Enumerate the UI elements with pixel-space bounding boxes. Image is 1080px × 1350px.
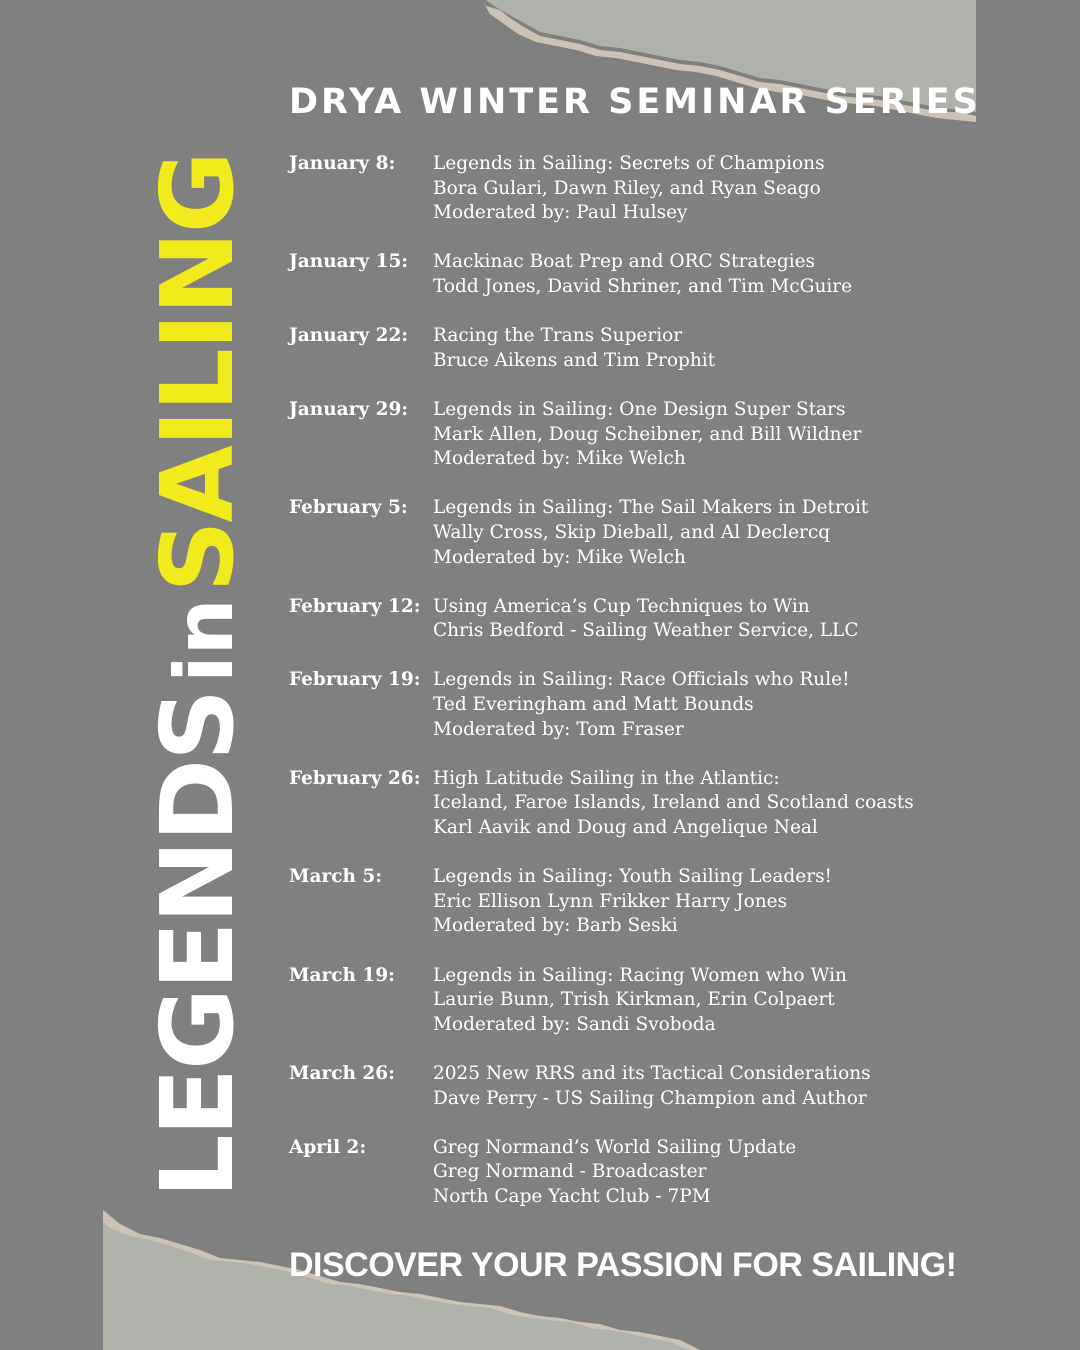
event-line: Todd Jones, David Shriner, and Tim McGuire [433, 275, 853, 297]
event-details [433, 398, 929, 472]
event-line: Mark Allen, Doug Scheibner, and Bill Wildner [433, 423, 862, 445]
event-details [433, 767, 929, 841]
vertical-title [139, 153, 256, 1198]
event-row [289, 595, 929, 644]
event-line: Moderated by: Tom Fraser [433, 718, 684, 740]
event-row [289, 152, 929, 226]
title-legends: LEGENDS [139, 690, 256, 1198]
event-line: Greg Normand’s World Sailing Update [433, 1136, 797, 1158]
event-details [433, 1062, 929, 1111]
event-line: Dave Perry - US Sailing Champion and Author [433, 1087, 867, 1109]
event-row [289, 496, 929, 570]
event-line: Moderated by: Mike Welch [433, 448, 686, 470]
event-line: Moderated by: Mike Welch [433, 546, 686, 568]
event-line: Eric Ellison Lynn Frikker Harry Jones [433, 890, 788, 912]
event-line: Iceland, Faroe Islands, Ireland and Scotland coasts [433, 792, 914, 814]
event-line: Mackinac Boat Prep and ORC Strategies [433, 251, 816, 273]
event-details [433, 865, 929, 939]
event-line: Bora Gulari, Dawn Riley, and Ryan Seago [433, 177, 821, 199]
event-details [433, 1136, 929, 1210]
title-sailing: SAILING [139, 153, 256, 593]
event-line: Laurie Bunn, Trish Kirkman, Erin Colpaert [433, 989, 835, 1011]
event-line: North Cape Yacht Club - 7PM [433, 1185, 711, 1207]
event-details [433, 668, 929, 742]
event-date: January 15: [289, 251, 409, 273]
event-details [433, 324, 929, 373]
event-line: Legends in Sailing: One Design Super Stars [433, 398, 846, 420]
event-date: March 19: [289, 964, 395, 986]
event-line: Moderated by: Paul Hulsey [433, 202, 688, 224]
event-details [433, 152, 929, 226]
event-row [289, 398, 929, 472]
event-row [289, 1136, 929, 1210]
event-line: Legends in Sailing: Racing Women who Win [433, 964, 847, 986]
event-line: Racing the Trans Superior [433, 325, 683, 347]
event-line: High Latitude Sailing in the Atlantic: [433, 767, 780, 789]
event-line: Moderated by: Sandi Svoboda [433, 1013, 716, 1035]
event-line: Legends in Sailing: Secrets of Champions [433, 153, 825, 174]
event-line: Legends in Sailing: Youth Sailing Leaders! [433, 866, 832, 888]
footer-tagline: DISCOVER YOUR PASSION FOR SAILING! [289, 1246, 957, 1284]
event-date: January 8: [289, 153, 396, 174]
event-row [289, 324, 929, 373]
title-in: in [158, 598, 251, 683]
event-details [433, 595, 929, 644]
event-line: Ted Everingham and Matt Bounds [433, 694, 754, 716]
event-line: Chris Bedford - Sailing Weather Service, LLC [433, 620, 859, 642]
event-line: Moderated by: Barb Seski [433, 915, 678, 937]
event-date: January 22: [289, 325, 409, 347]
series-title: DRYA WINTER SEMINAR SERIES [289, 82, 981, 122]
event-row [289, 250, 929, 299]
event-details [433, 964, 929, 1038]
event-line: Bruce Aikens and Tim Prophit [433, 349, 716, 371]
event-line: Greg Normand - Broadcaster [433, 1161, 707, 1183]
event-date: February 19: [289, 669, 421, 691]
event-line: 2025 New RRS and its Tactical Considerations [433, 1062, 871, 1084]
seminar-schedule [289, 152, 929, 1234]
event-line: Using America’s Cup Techniques to Win [433, 595, 810, 617]
event-row [289, 767, 929, 841]
event-row [289, 1062, 929, 1111]
event-row [289, 865, 929, 939]
event-date: March 26: [289, 1062, 395, 1084]
event-date: April 2: [289, 1136, 367, 1158]
event-details [433, 250, 929, 299]
event-date: January 29: [289, 398, 409, 420]
event-line: Karl Aavik and Doug and Angelique Neal [433, 817, 818, 839]
event-line: Legends in Sailing: The Sail Makers in Detroit [433, 497, 869, 519]
event-date: February 5: [289, 497, 408, 519]
event-line: Legends in Sailing: Race Officials who Rule! [433, 669, 850, 691]
event-date: March 5: [289, 866, 383, 888]
event-line: Wally Cross, Skip Dieball, and Al Declercq [433, 521, 831, 543]
event-date: February 26: [289, 767, 421, 789]
event-details [433, 496, 929, 570]
event-row [289, 668, 929, 742]
event-row [289, 964, 929, 1038]
event-date: February 12: [289, 595, 421, 617]
